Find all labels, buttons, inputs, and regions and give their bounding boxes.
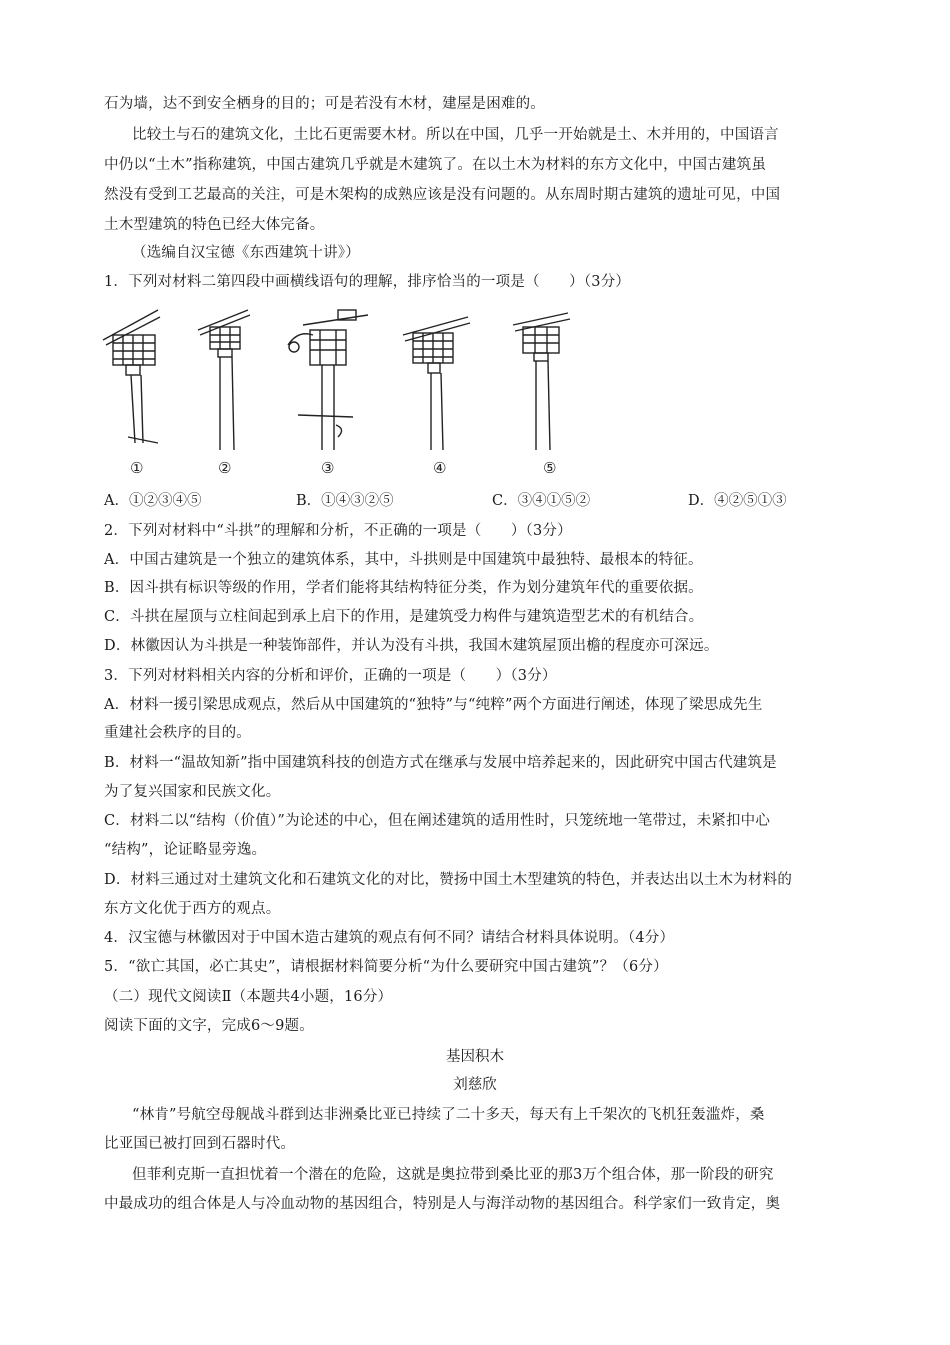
figure-label-5: ⑤ [543, 459, 557, 477]
story-title: 基因积木 [446, 1049, 504, 1065]
source-citation: （选编自汉宝德《东西建筑十讲》） [132, 245, 360, 261]
story-paragraph: 但菲利克斯一直担忧着一个潜在的危险，这就是奥拉带到桑比亚的那3万个组合体，那一阶段的研究 [132, 1167, 774, 1183]
reading-instruction: 阅读下面的文字，完成6～9题。 [104, 1018, 314, 1034]
q3-option-d: D．材料三通过对土建筑文化和石建筑文化的对比，赞扬中国土木型建筑的特色，并表达出以土木为材料的 [104, 872, 793, 888]
question-5: 5．“欲亡其国，必亡其史”，请根据材料简要分析“为什么要研究中国古建筑”？（6分） [104, 959, 668, 975]
question-4: 4．汉宝德与林徽因对于中国木造古建筑的观点有何不同？请结合材料具体说明。（4分） [104, 930, 675, 946]
figure-label-2: ② [218, 459, 232, 477]
q3-option-c: C．材料二以“结构（价值）”为论述的中心，但在阐述建筑的适用性时，只笼统地一笔带过，未紧扣中心 [104, 813, 771, 829]
q2-option-b: B．因斗拱有标识等级的作用，学者们能将其结构特征分类，作为划分建筑年代的重要依据。 [104, 580, 703, 596]
story-paragraph: “林肯”号航空母舰战斗群到达非洲桑比亚已持续了二十多天，每天有上千架次的飞机狂轰滥炸，桑 [132, 1107, 765, 1123]
story-author: 刘慈欣 [453, 1077, 497, 1093]
option-a: A．①②③④⑤ [104, 493, 202, 509]
q3-option-a-cont: 重建社会秩序的目的。 [104, 725, 251, 741]
dougong-diagram-3 [288, 310, 368, 450]
q2-option-a: A．中国古建筑是一个独立的建筑体系，其中，斗拱则是中国建筑中最独特、最根本的特征。 [104, 552, 703, 568]
figure-label-4: ④ [433, 459, 447, 477]
q3-option-a: A．材料一援引梁思成观点，然后从中国建筑的“独特”与“纯粹”两个方面进行阐述，体现了梁思成先生 [104, 697, 763, 713]
bracket-set-figure [98, 305, 593, 480]
text-line: 比较土与石的建筑文化，土比石更需要木材。所以在中国，几乎一开始就是土、木并用的，中国语言 [132, 127, 779, 143]
q2-option-c: C．斗拱在屋顶与立柱间起到承上启下的作用，是建筑受力构件与建筑造型艺术的有机结合。 [104, 609, 704, 625]
story-paragraph-cont: 中最成功的组合体是人与冷血动物的基因组合，特别是人与海洋动物的基因组合。科学家们一致肯定，奥 [104, 1196, 781, 1212]
dougong-diagram-5 [513, 313, 570, 450]
dougong-diagram-1 [103, 310, 160, 443]
dougong-diagram-2 [198, 310, 250, 450]
text-line: 石为墙，达不到安全栖身的目的；可是若没有木材，建屋是困难的。 [104, 96, 545, 112]
figure-label-1: ① [130, 459, 144, 477]
text-line: 然没有受到工艺最高的关注，可是木架构的成熟应该是没有问题的。从东周时期古建筑的遗址可见，中国 [104, 187, 781, 203]
q3-option-d-cont: 东方文化优于西方的观点。 [104, 901, 281, 917]
option-d: D．④②⑤①③ [688, 493, 787, 509]
question-3: 3．下列对材料相关内容的分析和评价，正确的一项是（ ）（3分） [104, 668, 557, 684]
q3-option-b-cont: 为了复兴国家和民族文化。 [104, 784, 281, 800]
option-c: C．③④①⑤② [492, 493, 591, 509]
figure-label-3: ③ [321, 459, 335, 477]
story-paragraph-cont: 比亚国已被打回到石器时代。 [104, 1136, 296, 1152]
q3-option-c-cont: “结构”，论证略显旁逸。 [104, 842, 267, 858]
option-b: B．①④③②⑤ [296, 493, 394, 509]
dougong-diagrams [98, 305, 593, 480]
question-2: 2．下列对材料中“斗拱”的理解和分析，不正确的一项是（ ）（3分） [104, 523, 572, 539]
text-line: 土木型建筑的特色已经大体完备。 [104, 217, 325, 233]
question-1-options [104, 489, 844, 511]
q2-option-d: D．林徽因认为斗拱是一种装饰部件，并认为没有斗拱，我国木建筑屋顶出檐的程度亦可深远。 [104, 638, 719, 654]
q3-option-b: B．材料一“温故知新”指中国建筑科技的创造方式在继承与发展中培养起来的，因此研究中国古代建筑是 [104, 755, 777, 771]
text-line: 中仍以“土木”指称建筑，中国古建筑几乎就是木建筑了。在以土木为材料的东方文化中，中国古建筑虽 [104, 157, 767, 173]
section-heading: （二）现代文阅读Ⅱ（本题共4小题，16分） [104, 989, 393, 1005]
question-1: 1．下列对材料二第四段中画横线语句的理解，排序恰当的一项是（ ）（3分） [104, 274, 631, 290]
dougong-diagram-4 [403, 317, 470, 450]
